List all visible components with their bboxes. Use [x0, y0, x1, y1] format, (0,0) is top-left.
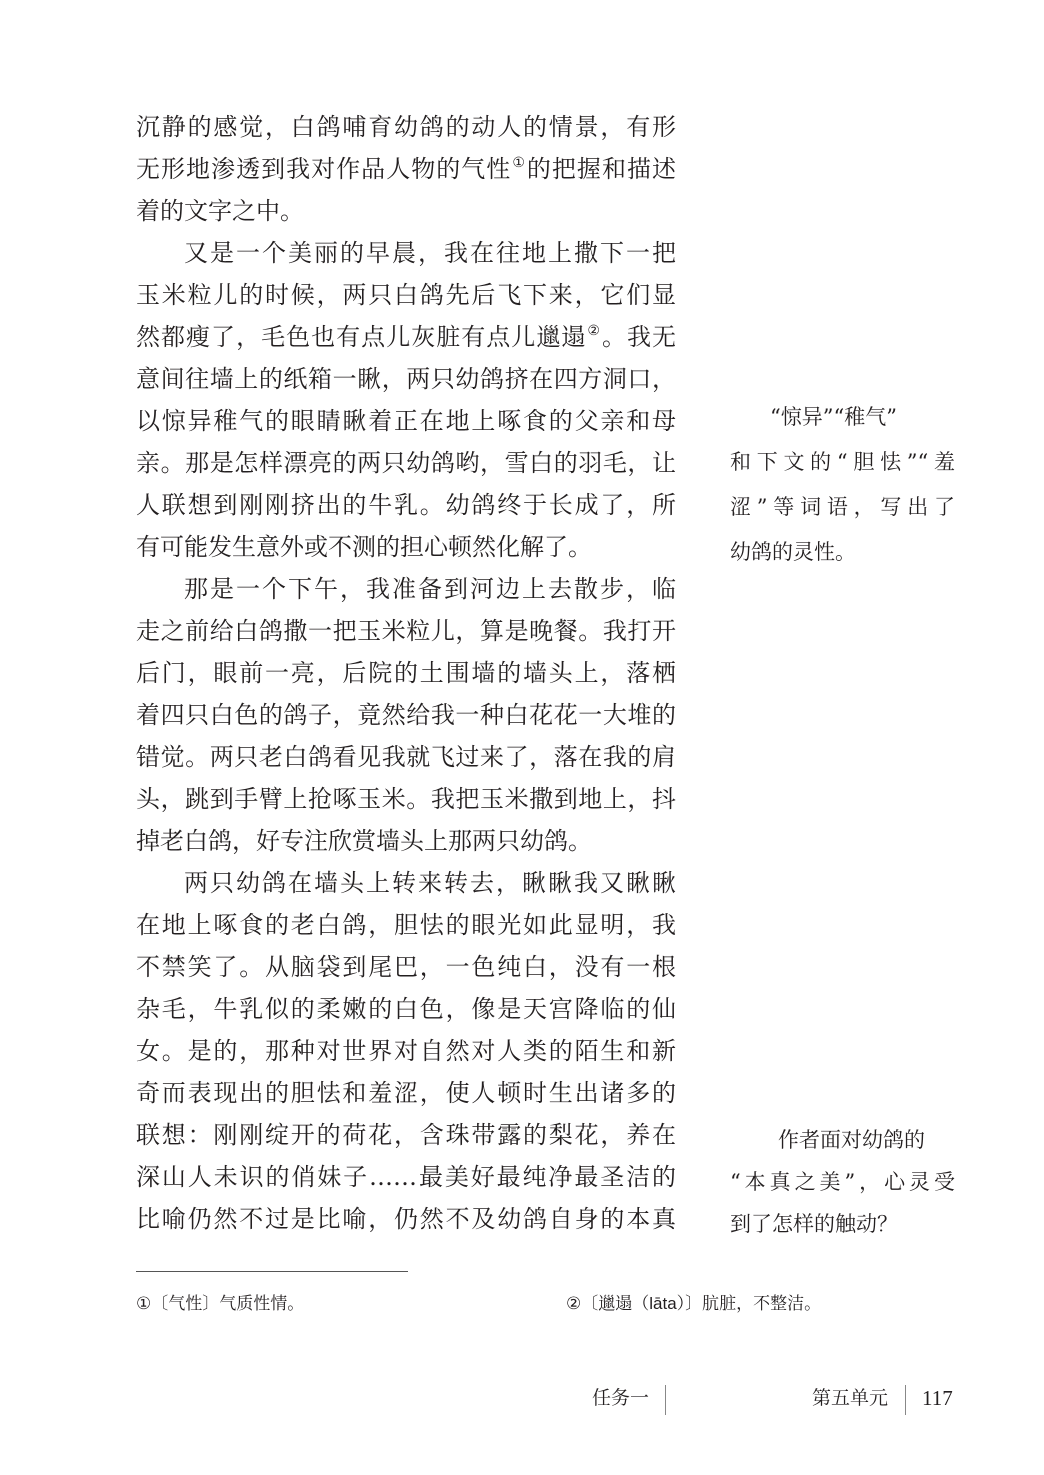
body-line: 后门，眼前一亮，后院的土围墙的墙头上，落栖 — [136, 659, 676, 687]
body-line: 有可能发生意外或不测的担心顿然化解了。 — [136, 533, 592, 561]
body-line: 人联想到刚刚挤出的牛乳。幼鸽终于长成了，所 — [136, 491, 676, 519]
body-line: 玉米粒儿的时候，两只白鸽先后飞下来，它们显 — [136, 281, 676, 309]
footnote-2: ②〔邋遢（lāta）〕肮脏，不整洁。 — [566, 1294, 822, 1313]
footnote-marker[interactable]: ① — [512, 155, 526, 171]
body-line: 深山人未识的俏妹子……最美好最纯净最圣洁的 — [136, 1163, 676, 1191]
body-line: 联想：刚刚绽开的荷花，含珠带露的梨花，养在 — [136, 1121, 676, 1149]
side-note-line: “本真之美”，心灵受 — [730, 1170, 955, 1194]
body-line: 亲。那是怎样漂亮的两只幼鸽哟，雪白的羽毛，让 — [136, 449, 676, 477]
side-note-line: 幼鸽的灵性。 — [730, 540, 856, 564]
body-line: 以惊异稚气的眼睛瞅着正在地上啄食的父亲和母 — [136, 407, 676, 435]
body-line: 意间往墙上的纸箱一瞅，两只幼鸽挤在四方洞口， — [136, 365, 676, 393]
body-line: 比喻仍然不过是比喻，仍然不及幼鸽自身的本真 — [136, 1205, 676, 1233]
side-note-line: 作者面对幼鸽的 — [778, 1128, 925, 1152]
body-line: 头，跳到手臂上抢啄玉米。我把玉米撒到地上，抖 — [136, 785, 676, 813]
body-line: 错觉。两只老白鸽看见我就飞过来了，落在我的肩 — [136, 743, 676, 771]
footnote-marker[interactable]: ② — [587, 323, 601, 339]
side-note-line: 涩”等词语，写出了 — [730, 495, 955, 519]
body-line: 然都瘦了，毛色也有点儿灰脏有点儿邋遢②。我无 — [136, 323, 676, 351]
footer-divider — [905, 1385, 906, 1415]
body-line: 那是一个下午，我准备到河边上去散步，临 — [184, 575, 676, 603]
footer-unit: 第五单元 — [812, 1388, 889, 1409]
body-line: 着四只白色的鸽子，竟然给我一种白花花一大堆的 — [136, 701, 676, 729]
body-line: 掉老白鸽，好专注欣赏墙头上那两只幼鸽。 — [136, 827, 592, 855]
page-number: 117 — [922, 1386, 953, 1410]
body-line: 走之前给白鸽撒一把玉米粒儿，算是晚餐。我打开 — [136, 617, 676, 645]
body-line: 在地上啄食的老白鸽，胆怯的眼光如此显明，我 — [136, 911, 676, 939]
body-line: 沉静的感觉，白鸽哺育幼鸽的动人的情景，有形 — [136, 113, 676, 141]
footer-task: 任务一 — [592, 1388, 650, 1409]
body-line: 女。是的，那种对世界对自然对人类的陌生和新 — [136, 1037, 676, 1065]
footnote-divider — [136, 1271, 408, 1272]
body-line: 无形地渗透到我对作品人物的气性①的把握和描述 — [136, 155, 676, 183]
side-note-line: 到了怎样的触动？ — [730, 1212, 898, 1236]
side-note-line: “惊异”“稚气” — [770, 405, 897, 429]
body-line: 不禁笑了。从脑袋到尾巴，一色纯白，没有一根 — [136, 953, 676, 981]
body-line: 两只幼鸽在墙头上转来转去，瞅瞅我又瞅瞅 — [184, 869, 676, 897]
body-line: 杂毛，牛乳似的柔嫩的白色，像是天宫降临的仙 — [136, 995, 676, 1023]
footnote-1: ①〔气性〕气质性情。 — [136, 1294, 305, 1313]
body-line: 着的文字之中。 — [136, 197, 304, 225]
footer-divider — [665, 1385, 666, 1415]
body-line: 又是一个美丽的早晨，我在往地上撒下一把 — [184, 239, 676, 267]
body-line: 奇而表现出的胆怯和羞涩，使人顿时生出诸多的 — [136, 1079, 676, 1107]
side-note-line: 和下文的“胆怯”“羞 — [730, 450, 955, 474]
